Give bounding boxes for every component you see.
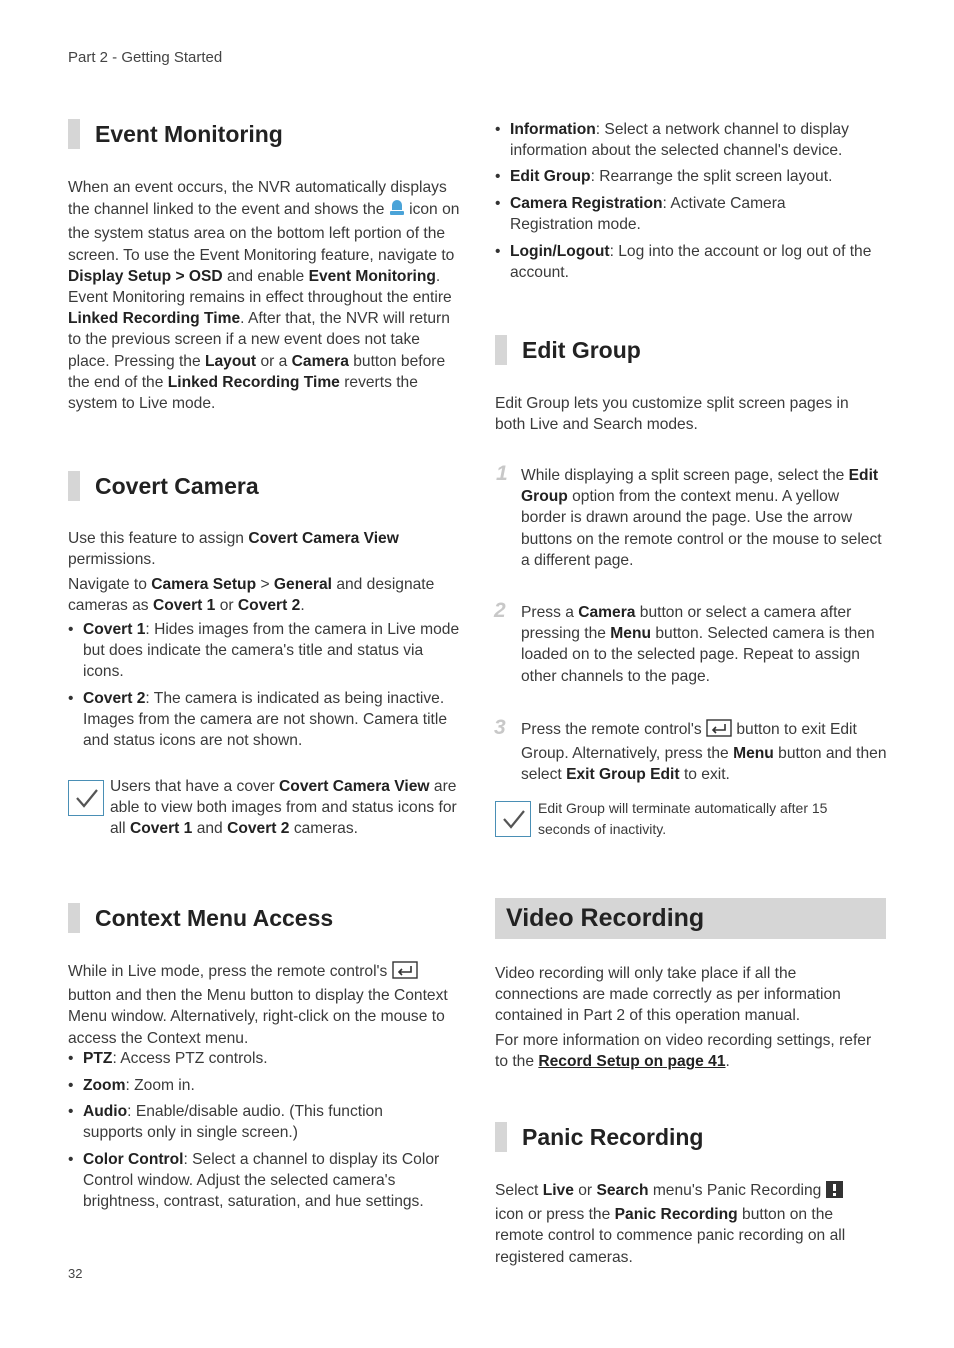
section-title: Edit Group [522,336,641,363]
panic-recording-icon [826,1181,843,1204]
text: button. Selected camera is then loaded on to the selected page. Repeat to assign other channels to the page. [521,625,875,685]
list-item [68,688,463,752]
text: permissions. [68,551,156,569]
text: : Select a network channel to display information about the selected channel's device. [510,121,849,160]
term: Audio [83,1103,128,1120]
term: Color Control [83,1151,184,1168]
term: Menu [733,745,774,763]
step-number: 3 [494,716,506,739]
text: : Zoom in. [125,1077,195,1094]
section-marker [68,471,80,501]
event-monitoring-icon [389,198,405,223]
text: icon or press the [495,1206,611,1224]
text: and designate cameras as [68,576,435,615]
list-item [68,1048,460,1069]
term: Linked Recording Time [68,310,241,328]
term: PTZ [83,1050,113,1067]
step-number: 1 [496,462,508,485]
context-menu-paragraph [68,961,460,1049]
term: Camera [578,604,636,621]
text: Use this feature to assign [68,530,244,547]
text: button to exit Edit Group. Alternatively, press the [521,721,857,763]
term: Information [510,121,596,138]
term: Event Monitoring [308,267,436,285]
page-number: 32 [68,1266,83,1281]
text: and [196,820,223,838]
event-monitoring-heading [68,118,283,150]
text: : Enable/disable audio. (This function supports only in single screen.) [83,1103,383,1142]
list-item [495,119,886,161]
list-item [495,241,886,283]
edit-group-intro: Edit Group lets you customize split screen pages in both Live and Search modes. [495,395,849,434]
text: Press the remote control's [521,721,702,738]
term: Edit Group [521,467,879,506]
covert-camera-navigation [68,574,460,616]
list-item [68,1149,463,1213]
section-marker [495,1122,507,1152]
term: Login/Logout [510,243,610,260]
text: : Select a channel to display its Color Control window. Adjust the selected camera's brightness, contrast, saturation, and hue settings. [83,1151,440,1211]
term: Edit Group [510,168,591,185]
menu-path: Display Setup > OSD [68,267,223,285]
term: General [273,576,332,593]
text: : Activate Camera Registration mode. [510,195,786,234]
term: Covert 1 [129,820,193,838]
text: option from the context menu. A yellow border is drawn around the page. Use the arrow buttons on the remote control or the mouse to select a different page. [521,488,882,569]
text: When an event occurs, the NVR automatically displays the channel linked to the event and shows the [68,179,447,219]
text: While in Live mode, press the remote control's [68,963,388,980]
term: Zoom [83,1077,126,1094]
list-item [495,166,886,187]
term: Camera Registration [510,195,663,212]
term: Exit Group Edit [566,766,680,784]
text: > [260,576,270,593]
chapter-title: Video Recording [506,904,705,932]
list-item [68,619,460,683]
text: or [219,597,234,615]
section-title: Covert Camera [95,472,259,499]
section-title: Event Monitoring [95,120,283,147]
term: Covert 1 [83,621,146,638]
text: : Rearrange the split screen layout. [590,168,833,185]
text: : The camera is indicated as being inactive. Images from the camera are not shown. Camera title and status icons are not shown. [83,690,448,750]
text: Select [495,1182,539,1199]
text: reverts the system to Live mode. [68,373,418,413]
term: Search [596,1182,649,1199]
text: cameras. [293,820,358,838]
term: Panic Recording [614,1206,738,1224]
text: button or select a camera after pressing the [521,604,852,643]
text: Press a [521,604,574,621]
video-recording-heading [495,898,886,939]
text: button before the end of the [68,352,446,391]
section-title: Context Menu Access [95,904,334,931]
term: Covert Camera View [279,778,430,795]
text: button and then select [521,745,887,784]
text: or a [260,352,288,370]
text: : Hides images from the camera in Live mode but does indicate the camera's title and status via icons. [83,621,460,681]
text: are able to view both images from and status icons for all [110,778,457,838]
video-recording-paragraph: Video recording will only take place if all the connections are made correctly as per information contained in Part 2 of this operation manual. [495,965,841,1025]
panic-recording-paragraph [495,1180,873,1268]
text: While displaying a split screen page, select the [521,467,845,484]
text: or [578,1182,593,1199]
text: button and then the Menu button to display the Context Menu window. Alternatively, right-click on the mouse to access the Context menu. [68,987,448,1047]
video-recording-reference [495,1030,887,1072]
text: menu's Panic Recording [652,1182,822,1199]
term: Live [542,1182,574,1199]
term: Covert Camera View [248,530,399,547]
list-item [68,1075,460,1096]
text: : Log into the account or log out of the account. [510,243,872,282]
covert-camera-heading [68,470,259,502]
list-item [495,193,830,235]
section-title: Panic Recording [522,1123,704,1150]
term: Menu [610,625,652,643]
edit-group-heading [495,334,641,366]
term: Camera [291,352,349,370]
step-number: 2 [494,599,506,622]
list-item [68,1101,423,1143]
covert-camera-intro [68,528,460,570]
covert-camera-note [110,776,460,840]
context-menu-heading [68,902,333,934]
note-check-icon [68,780,104,816]
section-marker [68,903,80,933]
term: Layout [204,352,257,370]
text: icon on the system status area on the bottom left portion of the screen. To use the Event Monitoring feature, navigate to [68,201,460,264]
text: button on the remote control to commence panic recording on all registered cameras. [495,1206,846,1266]
step-text [521,719,887,786]
edit-group-note: Edit Group will terminate automatically after 15 seconds of inactivity. [538,800,828,837]
text: . [300,597,305,615]
text: . [725,1053,730,1071]
enter-key-icon [706,719,732,743]
section-marker [495,335,507,365]
term: Covert 1 [152,597,216,615]
text: . After that, the NVR will return to the previous screen if a new event does not take place. Pressing the [68,310,450,370]
term: Covert 2 [237,597,301,615]
text: to exit. [683,766,730,784]
record-setup-link[interactable]: Record Setup on page 41 [538,1053,726,1071]
step-text [521,602,887,687]
term: Camera Setup [151,576,257,593]
text: : Access PTZ controls. [112,1050,268,1067]
running-header: Part 2 - Getting Started [68,49,223,66]
term: Covert 2 [227,820,290,838]
term: Covert 2 [83,690,146,707]
term: Linked Recording Time [167,373,340,391]
section-marker [68,119,80,149]
note-check-icon [495,801,531,837]
text: Navigate to [68,576,147,593]
event-monitoring-paragraph [68,177,460,414]
text: . Event Monitoring remains in effect throughout the entire [68,267,452,307]
text: Users that have a cover [110,778,275,795]
panic-recording-heading [495,1121,703,1153]
text: and enable [227,267,305,285]
step-text [521,465,887,571]
text: For more information on video recording settings, refer to the [495,1032,872,1071]
enter-key-icon [392,961,418,985]
